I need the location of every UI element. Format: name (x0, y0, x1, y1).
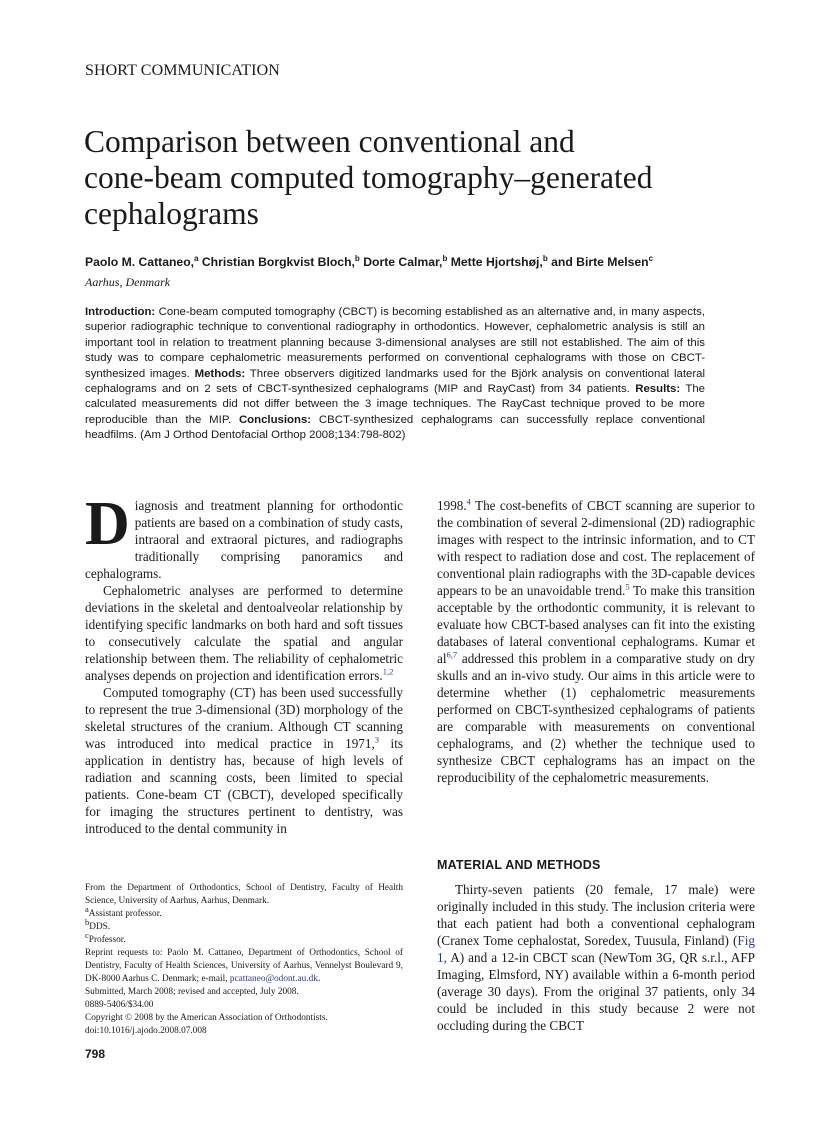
author-name: Dorte Calmar, (359, 255, 443, 269)
footnote-text: Assistant professor. (88, 909, 162, 919)
footnotes (85, 882, 403, 1038)
citation-link[interactable]: 1,2 (382, 666, 394, 677)
author-name: Mette Hjortshøj, (447, 255, 543, 269)
paragraph-text: iagnosis and treatment planning for orthodontic patients are based on a combination of study casts, intraoral and extraoral pictures, and radiographs traditionally comprising panoramics and cephalograms. (85, 498, 403, 581)
abstract-intro-text: Cone-beam computed tomography (CBCT) is becoming established as an alternative and, in many aspects, superior radiographic technique to conventional radiography in orthodontics. However, cephalometric analysis is still an important tool in relation to treatment planning because 3-dimensional analyses are still not established. The aim of this study was to compare cephalometric measurements performed on conventional cephalograms with those on CBCT-synthesized images. (85, 306, 705, 380)
body-paragraph (85, 582, 403, 684)
abstract-conclusions-text: CBCT-synthesized cephalograms can successfully replace conventional headfilms. (Am J Orthod Dentofacial Orthop 2008;134:798-802) (85, 413, 705, 442)
citation-link[interactable]: 4 (466, 496, 471, 507)
abstract-intro-label: Introduction: (85, 306, 156, 318)
footnote-text: DDS. (89, 922, 111, 932)
abstract-methods-text: Three observers digitized landmarks used for the Björk analysis on conventional lateral cephalograms and on 2 sets of CBCT-synthesized cephalograms (MIP and RayCast) from 34 patients. (85, 367, 705, 396)
footnote-b (85, 916, 403, 934)
footnote-mark: b (85, 916, 90, 927)
author-affiliation-mark: c (648, 253, 654, 263)
email-link[interactable]: pcattaneo@odont.au.dk (229, 974, 318, 984)
author-affiliation-mark: b (354, 253, 360, 263)
body-column-right (437, 497, 755, 786)
footnote-mark: c (85, 929, 89, 940)
body-paragraph (85, 684, 403, 837)
footnote-a (85, 903, 403, 921)
body-paragraph (437, 497, 755, 786)
abstract-methods-label: Methods: (189, 367, 246, 380)
paragraph-text: Cephalometric analyses are performed to determine deviations in the skeletal and dentoalveolar relationship by identifying specific landmarks on both hard and soft tissues to consecutively calculate the spatial and angular relationship between them. The reliability of cephalometric analyses depends on projection and identification errors. (85, 583, 403, 683)
page-number: 798 (85, 1047, 106, 1061)
paragraph-text: The cost-benefits of CBCT scanning are superior to the combination of several 2-dimensional (2D) radiographic images with respect to the intrinsic information, and to CT with respect to radiation dose and cost. The replacement of conventional plain radiographs with the 3D-capable devices appears to be an unavoidable trend. (437, 498, 755, 598)
body-paragraph (437, 881, 755, 1034)
title-line-1: Comparison between conventional and (84, 124, 575, 159)
author-list (85, 255, 653, 269)
footnote-text: Professor. (88, 935, 126, 945)
footnote-text: . (317, 974, 321, 984)
title-line-3: cephalograms (84, 196, 259, 231)
paragraph-text: Computed tomography (CT) has been used successfully to represent the true 3-dimensional (3D) morphology of the skeletal structures of the cranium. Although CT scanning was introduced into medical practice in 1971, (85, 685, 403, 751)
paragraph-text: 1998. (437, 498, 467, 513)
footnote-department: From the Department of Orthodontics, School of Dentistry, Faculty of Health Science, University of Aarhus, Aarhus, Denmark. (85, 883, 403, 906)
author-affiliation: Aarhus, Denmark (85, 275, 171, 289)
footnote-submitted: Submitted, March 2008; revised and accepted, July 2008. (85, 987, 299, 997)
body-paragraph (85, 490, 403, 582)
paragraph-text: addressed this problem in a comparative study on dry skulls and an in-vivo study. Our aims in this article were to determine whether (1) cephalometric measurements performed on CBCT-synthesized cephalograms of patients are comparable with measurements on conventional cephalograms, and (2) whether the technique used to synthesize CBCT cephalograms has an impact on the reproducibility of the cephalometric measurements. (437, 651, 755, 785)
section-heading-methods: MATERIAL AND METHODS (437, 858, 601, 872)
abstract-results-text: The calculated measurements did not differ between the 3 image techniques. The RayCast technique proved to be more reproducible than the MIP. (85, 383, 705, 426)
author-affiliation-mark: b (442, 253, 448, 263)
author-affiliation-mark: a (194, 253, 199, 263)
author-name: Christian Borgkvist Bloch, (198, 255, 355, 269)
footnote-doi: doi:10.1016/j.ajodo.2008.07.008 (85, 1026, 207, 1036)
footnote-issn: 0889-5406/$34.00 (85, 1000, 154, 1010)
footnote-c (85, 929, 403, 947)
paragraph-text: its application in dentistry has, because of high levels of radiation and scanning costs, been limited to special patients. Cone-beam CT (CBCT), developed specifically for imaging the structures pertinent to dentistry, was introduced to the dental community in (85, 736, 403, 836)
footnote-copyright: Copyright © 2008 by the American Association of Orthodontists. (85, 1013, 328, 1023)
paragraph-text: A) and a 12-in CBCT scan (NewTom 3G, QR s.r.l., AFP Imaging, Elmsford, NY) available within a 6-month period (average 30 days). From the original 37 patients, only 34 could be included in this study because 2 were not occluding during the CBCT (437, 950, 755, 1033)
paragraph-text: To make this transition acceptable by the orthodontic community, it is relevant to evaluate how CBCT-based analyses can fit into the existing databases of lateral conventional cephalograms. Kumar et al (437, 583, 755, 666)
footnote-text: Reprint requests to: Paolo M. Cattaneo, Department of Orthodontics, School of Dentistry, Faculty of Health Sciences, University of Aarhus, Vennelyst Boulevard 9, DK-8000 Aarhus C. Denmark; e-mail, (85, 948, 403, 984)
citation-link[interactable]: 5 (625, 581, 630, 592)
footnote-reprint (85, 947, 403, 986)
title-line-2: cone-beam computed tomography–generated (84, 160, 653, 195)
abstract (85, 305, 705, 444)
author-affiliation-mark: b (542, 253, 548, 263)
abstract-conclusions-label: Conclusions: (231, 413, 312, 426)
figure-link[interactable]: Fig 1, (437, 933, 755, 965)
drop-cap: D (85, 490, 130, 558)
methods-paragraph (437, 881, 755, 1034)
citation-link[interactable]: 3 (374, 734, 380, 745)
article-title (84, 124, 784, 232)
paragraph-text: Thirty-seven patients (20 female, 17 male) were originally included in this study. The inclusion criteria were that each patient had both a conventional cephalogram (Cranex Tome cephalostat, Soredex, Tuusula, Finland) ( (437, 882, 755, 948)
author-name: and Birte Melsen (547, 255, 649, 269)
author-name: Paolo M. Cattaneo, (85, 255, 195, 269)
citation-link[interactable]: 6,7 (446, 649, 458, 660)
abstract-results-label: Results: (629, 383, 681, 396)
body-column-left (85, 490, 403, 837)
section-label: SHORT COMMUNICATION (85, 62, 280, 79)
footnote-mark: a (85, 903, 89, 914)
